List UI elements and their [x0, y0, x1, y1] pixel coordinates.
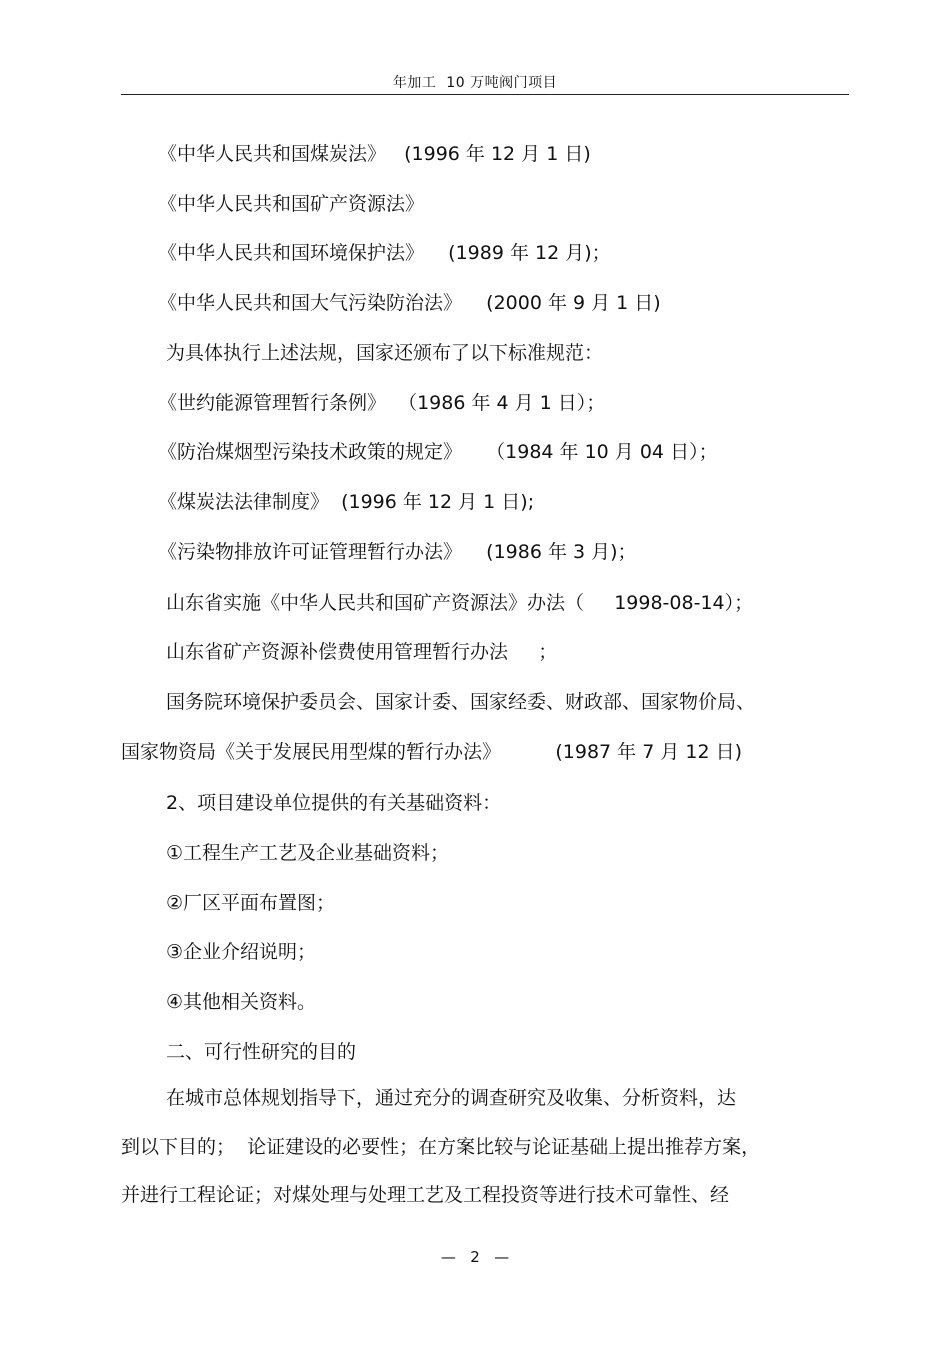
- text-line: 并进行工程论证；对煤处理与处理工艺及工程投资等进行技术可靠性、经: [121, 1184, 730, 1206]
- text-line: 在城市总体规划指导下，通过充分的调查研究及收集、分析资料，达: [166, 1087, 737, 1109]
- text-line: 《中华人民共和国大气污染防治法》 (2000 年 9 月 1 日): [158, 292, 661, 314]
- section-heading: 二、可行性研究的目的: [166, 1041, 357, 1063]
- text-line: 《中华人民共和国矿产资源法》: [158, 193, 425, 215]
- page-header-title: 年加工 10 万吨阀门项目: [392, 75, 558, 91]
- text-line: 《中华人民共和国煤炭法》 (1996 年 12 月 1 日): [158, 143, 591, 165]
- header-rule: [121, 94, 849, 95]
- list-item: ①工程生产工艺及企业基础资料；: [166, 842, 450, 864]
- page-number: — 2 —: [440, 1248, 510, 1266]
- text-line: 国务院环境保护委员会、国家计委、国家经委、财政部、国家物价局、: [166, 691, 756, 713]
- text-line: 《防治煤烟型污染技术政策的规定》 （1984 年 10 月 04 日）；: [158, 441, 718, 463]
- text-line: 《煤炭法法律制度》 (1996 年 12 月 1 日);: [158, 491, 535, 513]
- text-line: 山东省实施《中华人民共和国矿产资源法》办法（ 1998-08-14）；: [166, 592, 754, 614]
- text-line: 为具体执行上述法规，国家还颁布了以下标准规范：: [166, 342, 604, 364]
- list-item: ③企业介绍说明；: [166, 941, 317, 963]
- text-line: 《中华人民共和国环境保护法》 (1989 年 12 月)；: [158, 242, 611, 264]
- text-line: 《世约能源管理暂行条例》 （1986 年 4 月 1 日）；: [158, 392, 606, 414]
- text-line: 山东省矿产资源补偿费使用管理暂行办法 ；: [166, 641, 558, 663]
- text-line: 到以下目的； 论证建设的必要性；在方案比较与论证基础上提出推荐方案，: [121, 1136, 761, 1158]
- section-heading: 2、项目建设单位提供的有关基础资料：: [166, 792, 502, 814]
- list-item: ②厂区平面布置图；: [166, 892, 336, 914]
- text-line: 国家物资局《关于发展民用型煤的暂行办法》 (1987 年 7 月 12 日): [121, 741, 742, 763]
- list-item: ④其他相关资料。: [166, 991, 317, 1013]
- text-line: 《污染物排放许可证管理暂行办法》 (1986 年 3 月)；: [158, 541, 637, 563]
